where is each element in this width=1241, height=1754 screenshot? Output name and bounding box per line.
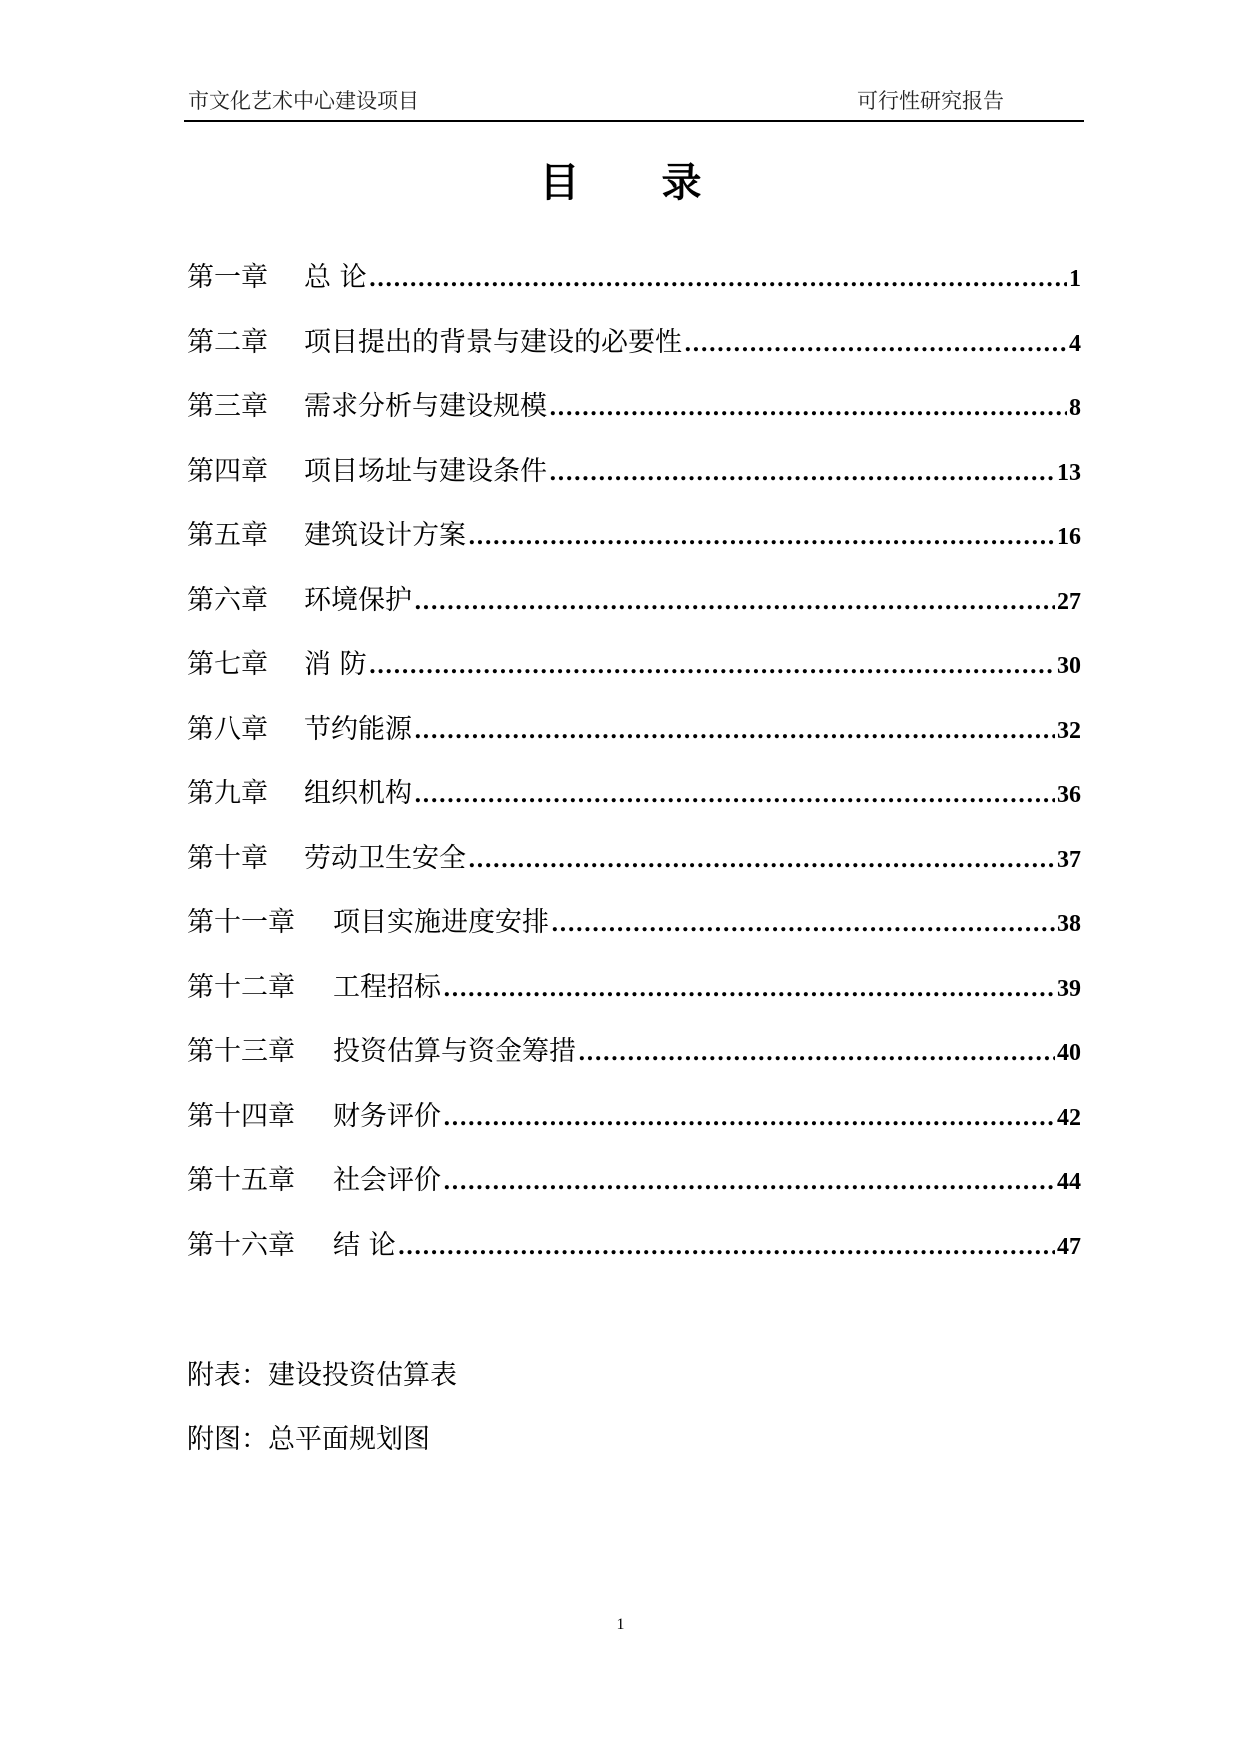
- toc-chapter-number: 第六章: [187, 584, 268, 616]
- toc-entry[interactable]: [187, 710, 1081, 775]
- toc-chapter-title: 社会评价: [333, 1165, 441, 1196]
- toc-dot-leader: [551, 904, 1055, 944]
- toc-entry[interactable]: [187, 452, 1081, 517]
- toc-entry[interactable]: [187, 839, 1081, 904]
- toc-chapter-number: 第十二章: [187, 971, 295, 1003]
- toc-page-number: 39: [1057, 975, 1081, 1002]
- toc-entry[interactable]: [187, 387, 1081, 452]
- appendix-table-link[interactable]: 附表：建设投资估算表: [187, 1360, 457, 1391]
- toc-dot-leader: [414, 775, 1055, 815]
- toc-chapter-number: 第十章: [187, 842, 268, 874]
- toc-chapter-number: 第十三章: [187, 1036, 295, 1067]
- toc-chapter-title: 项目场址与建设条件: [304, 455, 547, 487]
- toc-entry[interactable]: [187, 323, 1081, 388]
- toc-page-number: 36: [1057, 782, 1081, 808]
- toc-dot-leader: [398, 1227, 1055, 1267]
- table-of-contents: [187, 258, 1081, 1290]
- toc-chapter-number: 第八章: [187, 713, 268, 745]
- toc-page-number: 38: [1057, 911, 1081, 937]
- toc-chapter-number: 第四章: [187, 455, 268, 487]
- toc-chapter-number: 第五章: [187, 520, 268, 551]
- toc-dot-leader: [468, 517, 1055, 557]
- header-project-name: 市文化艺术中心建设项目: [188, 89, 419, 113]
- toc-chapter-number: 第十五章: [187, 1165, 295, 1196]
- toc-chapter-number: 第一章: [187, 262, 268, 293]
- toc-chapter-title: 结 论: [333, 1229, 396, 1261]
- toc-chapter-title: 需求分析与建设规模: [304, 391, 547, 422]
- page-title: 目 录: [539, 159, 736, 206]
- toc-chapter-title: 节约能源: [304, 713, 412, 745]
- page-number-footer: 1: [616, 1616, 625, 1633]
- header-report-type: 可行性研究报告: [857, 89, 1004, 113]
- toc-chapter-number: 第九章: [187, 778, 268, 809]
- toc-entry[interactable]: [187, 645, 1081, 710]
- toc-page-number: 4: [1069, 330, 1081, 357]
- toc-chapter-title: 组织机构: [304, 778, 412, 809]
- appendix-figure-link[interactable]: 附图：总平面规划图: [187, 1424, 430, 1455]
- toc-page-number: 1: [1069, 266, 1081, 292]
- toc-entry[interactable]: [187, 1097, 1081, 1162]
- toc-page-number: 44: [1057, 1169, 1081, 1195]
- toc-page-number: 13: [1057, 459, 1081, 486]
- toc-chapter-title: 工程招标: [333, 971, 441, 1003]
- toc-entry[interactable]: [187, 1226, 1081, 1291]
- toc-page-number: 42: [1057, 1104, 1081, 1131]
- toc-entry[interactable]: [187, 774, 1081, 839]
- toc-entry[interactable]: [187, 968, 1081, 1033]
- toc-dot-leader: [369, 259, 1067, 299]
- toc-chapter-number: 第十六章: [187, 1229, 295, 1261]
- toc-dot-leader: [443, 969, 1055, 1009]
- toc-dot-leader: [468, 840, 1055, 880]
- toc-entry[interactable]: [187, 1032, 1081, 1097]
- toc-chapter-title: 消 防: [304, 649, 367, 680]
- toc-page-number: 16: [1057, 524, 1081, 550]
- toc-entry[interactable]: [187, 258, 1081, 323]
- toc-chapter-title: 劳动卫生安全: [304, 842, 466, 874]
- toc-chapter-number: 第三章: [187, 391, 268, 422]
- toc-chapter-title: 总 论: [304, 262, 367, 293]
- toc-page-number: 32: [1057, 717, 1081, 744]
- toc-page-number: 47: [1057, 1233, 1081, 1260]
- toc-dot-leader: [443, 1162, 1055, 1202]
- toc-dot-leader: [578, 1033, 1055, 1073]
- toc-chapter-number: 第十一章: [187, 907, 295, 938]
- toc-dot-leader: [443, 1098, 1055, 1138]
- toc-dot-leader: [414, 582, 1055, 622]
- toc-chapter-title: 项目实施进度安排: [333, 907, 549, 938]
- toc-page-number: 37: [1057, 846, 1081, 873]
- toc-chapter-title: 财务评价: [333, 1100, 441, 1132]
- toc-chapter-title: 投资估算与资金筹措: [333, 1036, 576, 1067]
- toc-page-number: 27: [1057, 588, 1081, 615]
- toc-dot-leader: [414, 711, 1055, 751]
- toc-dot-leader: [684, 324, 1067, 364]
- toc-page-number: 30: [1057, 653, 1081, 679]
- toc-entry[interactable]: [187, 516, 1081, 581]
- toc-page-number: 40: [1057, 1040, 1081, 1066]
- toc-page-number: 8: [1069, 395, 1081, 421]
- toc-dot-leader: [369, 646, 1055, 686]
- toc-chapter-number: 第二章: [187, 326, 268, 358]
- toc-entry[interactable]: [187, 581, 1081, 646]
- page-header: [184, 86, 1084, 122]
- toc-dot-leader: [549, 453, 1055, 493]
- toc-chapter-title: 建筑设计方案: [304, 520, 466, 551]
- toc-chapter-number: 第七章: [187, 649, 268, 680]
- toc-entry[interactable]: [187, 1161, 1081, 1226]
- toc-chapter-number: 第十四章: [187, 1100, 295, 1132]
- toc-dot-leader: [549, 388, 1067, 428]
- toc-chapter-title: 环境保护: [304, 584, 412, 616]
- toc-entry[interactable]: [187, 903, 1081, 968]
- toc-chapter-title: 项目提出的背景与建设的必要性: [304, 326, 682, 358]
